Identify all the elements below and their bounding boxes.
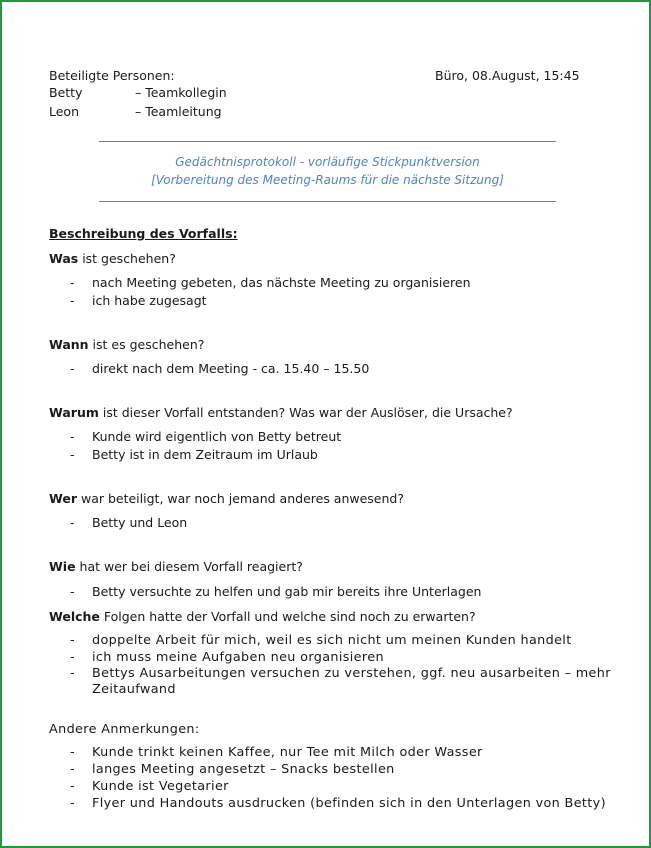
question-wer bbox=[49, 491, 404, 506]
list-item: direkt nach dem Meeting - ca. 15.40 – 15.50 bbox=[92, 361, 370, 376]
location-date: Büro, 08.August, 15:45 bbox=[435, 68, 580, 83]
bullet-dash: - bbox=[70, 275, 75, 290]
banner-bottom-rule bbox=[99, 201, 556, 202]
list-item: ich habe zugesagt bbox=[92, 293, 207, 308]
banner-top-rule bbox=[99, 141, 556, 142]
list-item: Betty versuchte zu helfen und gab mir bereits ihre Unterlagen bbox=[92, 584, 482, 599]
list-item: ich muss meine Aufgaben neu organisieren bbox=[92, 650, 384, 665]
person-name: Leon bbox=[49, 104, 80, 119]
person-role: – Teamkollegin bbox=[135, 85, 227, 100]
question-text: war beteiligt, war noch jemand anderes anwesend? bbox=[77, 491, 404, 506]
person-role: – Teamleitung bbox=[135, 104, 222, 119]
question-text: ist geschehen? bbox=[78, 251, 176, 266]
list-item: Kunde wird eigentlich von Betty betreut bbox=[92, 429, 342, 444]
list-item: Bettys Ausarbeitungen versuchen zu verstehen, ggf. neu ausarbeiten – mehr bbox=[92, 666, 611, 681]
bullet-dash: - bbox=[70, 745, 75, 760]
question-wie bbox=[49, 559, 303, 574]
list-item: Flyer und Handouts ausdrucken (befinden sich in den Unterlagen von Betty) bbox=[92, 796, 606, 811]
persons-label: Beteiligte Personen: bbox=[49, 68, 175, 83]
banner-subtitle: [Vorbereitung des Meeting-Raums für die nächste Sitzung] bbox=[151, 173, 504, 187]
list-item-continuation: Zeitaufwand bbox=[92, 682, 176, 697]
list-item: Betty ist in dem Zeitraum im Urlaub bbox=[92, 447, 318, 462]
question-was bbox=[49, 251, 176, 266]
bullet-dash: - bbox=[70, 447, 75, 462]
question-wann bbox=[49, 337, 204, 352]
question-text: ist es geschehen? bbox=[88, 337, 205, 352]
list-item: Kunde trinkt keinen Kaffee, nur Tee mit Milch oder Wasser bbox=[92, 745, 483, 760]
bullet-dash: - bbox=[70, 584, 75, 599]
question-keyword: Wer bbox=[49, 491, 77, 506]
question-keyword: Welche bbox=[49, 609, 100, 624]
question-keyword: Wann bbox=[49, 337, 89, 352]
list-item: doppelte Arbeit für mich, weil es sich nicht um meinen Kunden handelt bbox=[92, 633, 572, 648]
bullet-dash: - bbox=[70, 762, 75, 777]
question-welche bbox=[49, 609, 476, 624]
bullet-dash: - bbox=[70, 666, 75, 681]
bullet-dash: - bbox=[70, 796, 75, 811]
question-keyword: Wie bbox=[49, 559, 76, 574]
person-name: Betty bbox=[49, 85, 83, 100]
bullet-dash: - bbox=[70, 779, 75, 794]
notes-title: Andere Anmerkungen: bbox=[49, 722, 200, 737]
bullet-dash: - bbox=[70, 429, 75, 444]
section-title: Beschreibung des Vorfalls: bbox=[49, 226, 238, 241]
question-keyword: Was bbox=[49, 251, 79, 266]
question-text: Folgen hatte der Vorfall und welche sind noch zu erwarten? bbox=[99, 609, 476, 624]
question-text: ist dieser Vorfall entstanden? Was war der Auslöser, die Ursache? bbox=[98, 405, 513, 420]
question-warum bbox=[49, 405, 513, 420]
bullet-dash: - bbox=[70, 633, 75, 648]
banner-title: Gedächtnisprotokoll - vorläufige Stickpunktversion bbox=[175, 155, 480, 169]
list-item: nach Meeting gebeten, das nächste Meeting zu organisieren bbox=[92, 275, 471, 290]
bullet-dash: - bbox=[70, 361, 75, 376]
list-item: Kunde ist Vegetarier bbox=[92, 779, 229, 794]
list-item: langes Meeting angesetzt – Snacks bestellen bbox=[92, 762, 395, 777]
question-text: hat wer bei diesem Vorfall reagiert? bbox=[75, 559, 303, 574]
bullet-dash: - bbox=[70, 515, 75, 530]
bullet-dash: - bbox=[70, 293, 75, 308]
question-keyword: Warum bbox=[49, 405, 99, 420]
list-item: Betty und Leon bbox=[92, 515, 188, 530]
bullet-dash: - bbox=[70, 650, 75, 665]
